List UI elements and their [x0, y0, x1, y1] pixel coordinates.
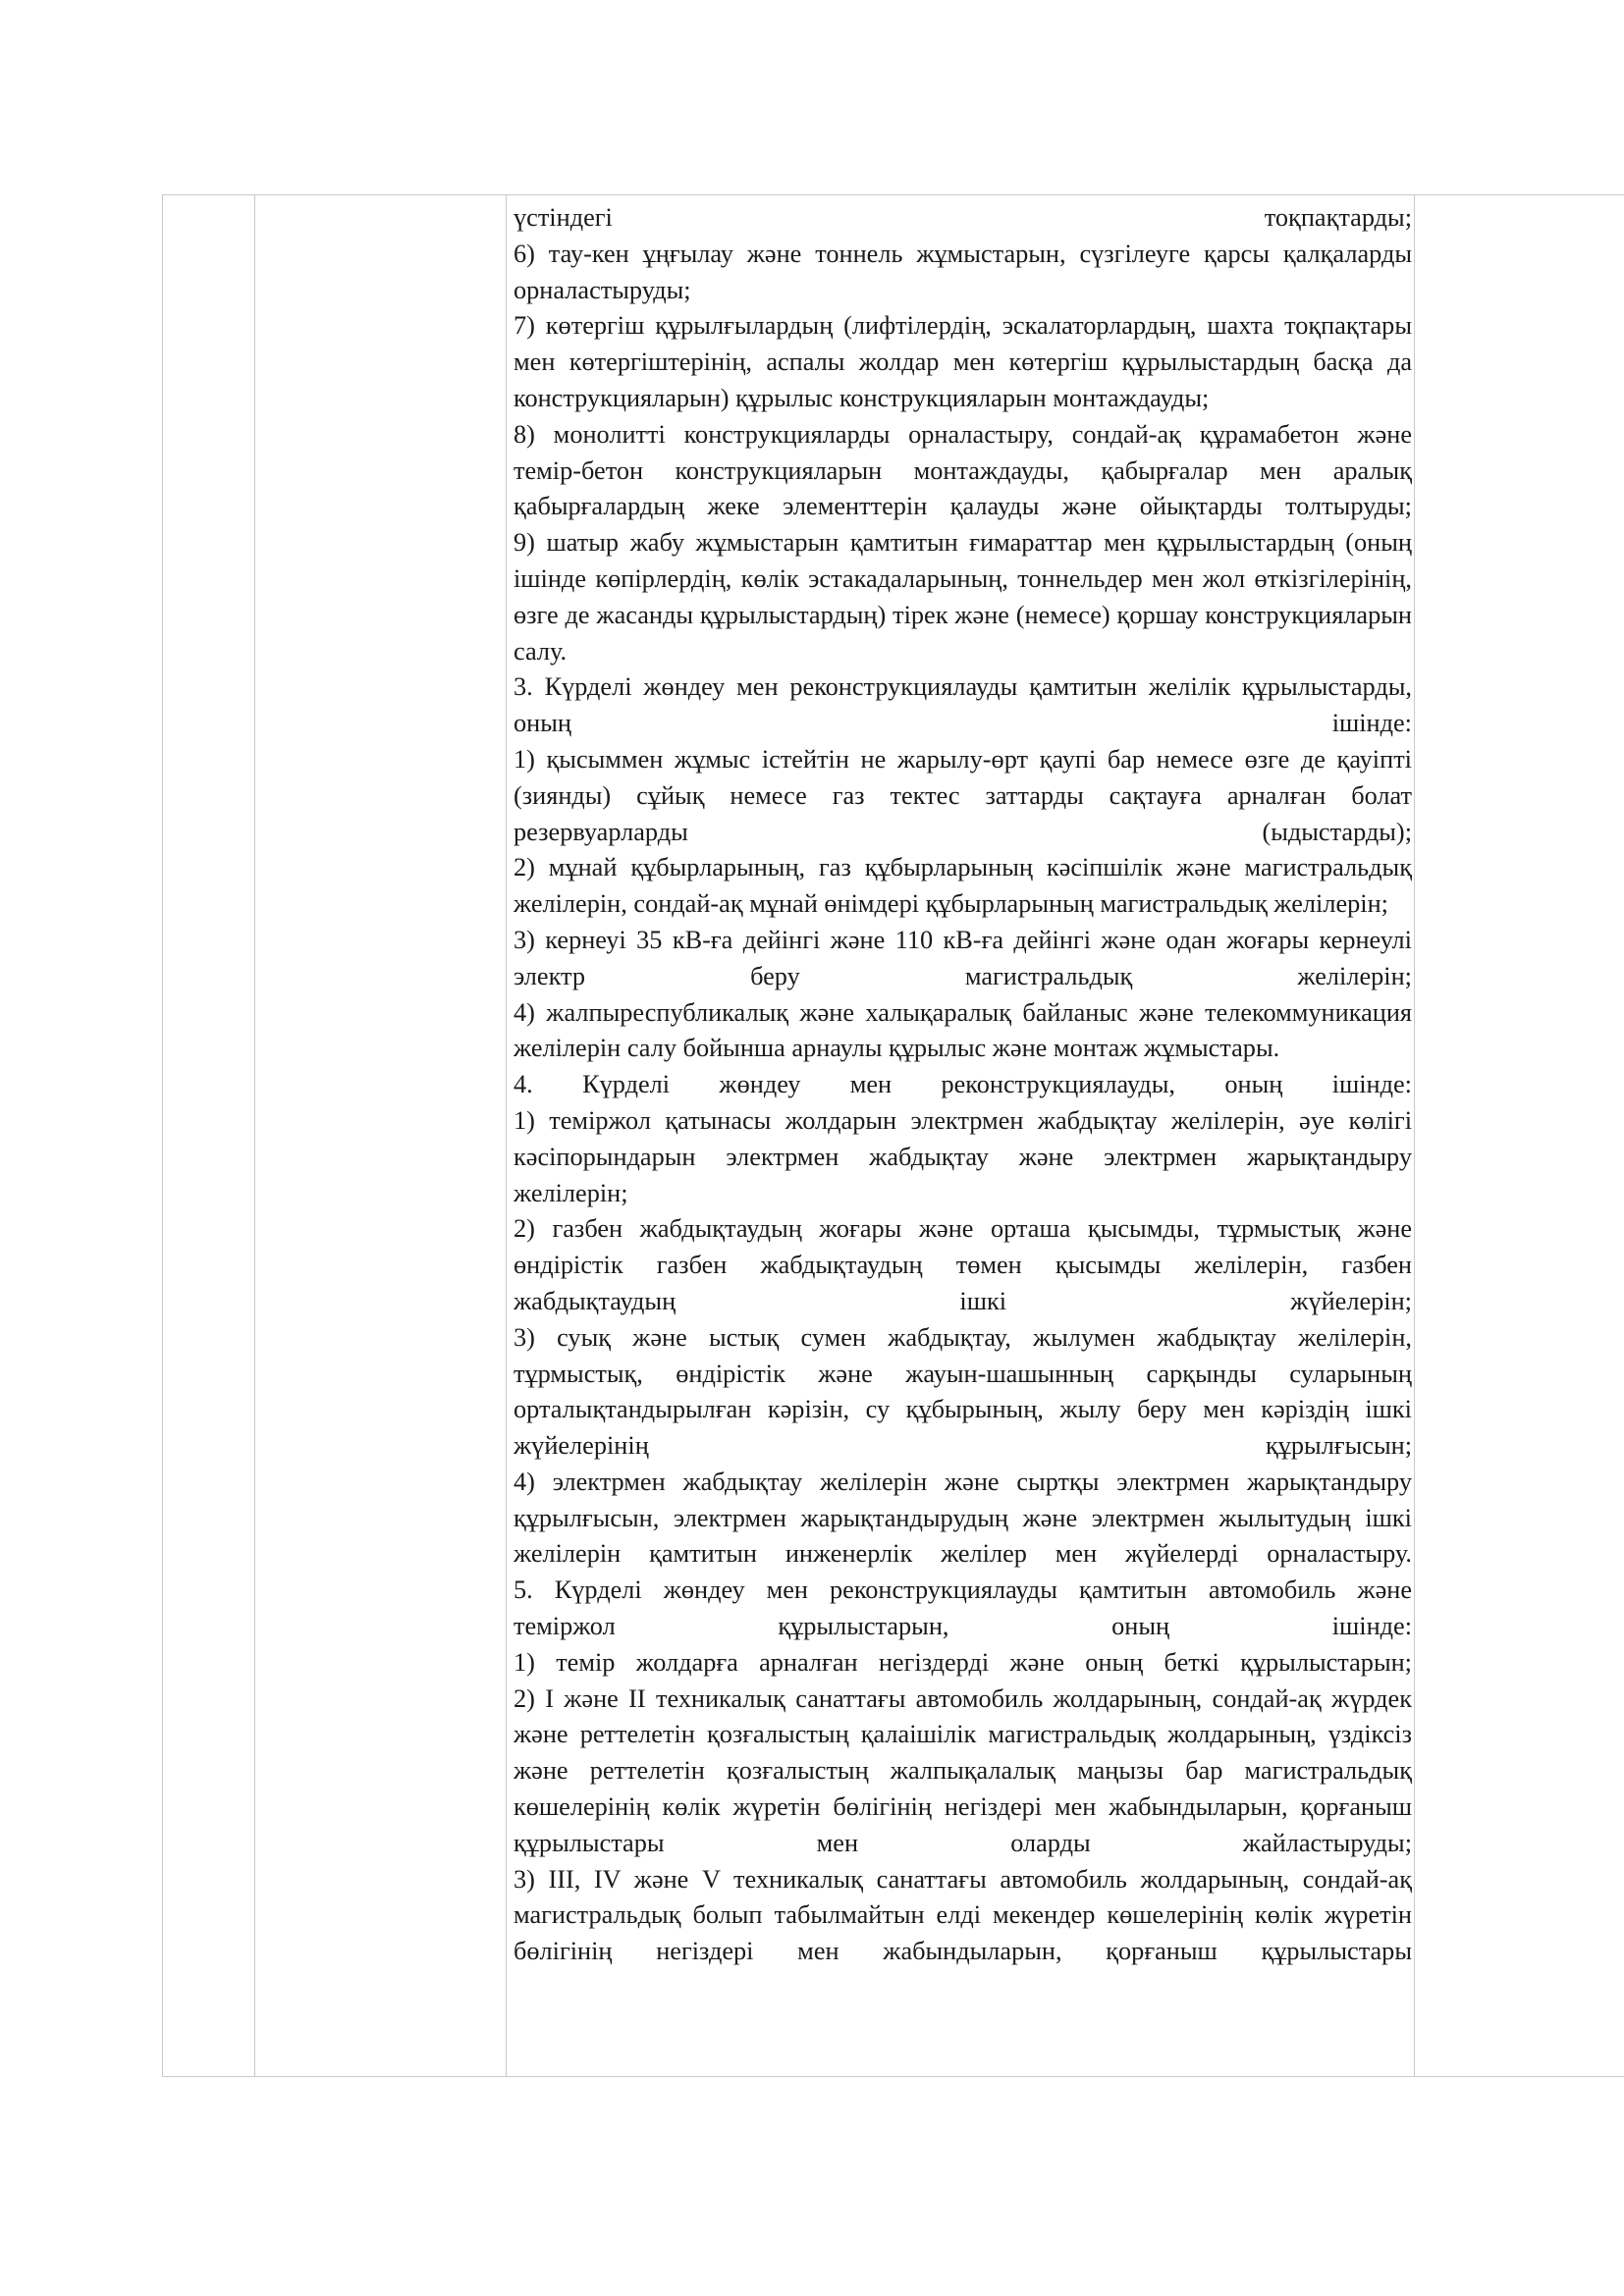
paragraph: 8) монолитті конструкцияларды орналастыру, сондай-ақ құрамабетон және темір-бетон конструкцияларын монтаждауды, қабырғалар мен аралық қабырғалардың жеке элементтерін қалауды және ойықтарды толтыруды;: [514, 419, 1412, 521]
paragraph: 1) теміржол қатынасы жолдарын электрмен жабдықтау желілерін, әуе көлігі кәсіпорындарын электрмен жабдықтау және электрмен жарықтандыру желілерін;: [514, 1105, 1412, 1207]
paragraph: 4. Күрделі жөндеу мен реконструкциялауды, оның ішінде:: [514, 1070, 1412, 1099]
paragraph: 4) жалпыреспубликалық және халықаралық байланыс және телекоммуникация желілерін салу бойынша арнаулы құрылыс және монтаж жұмыстары.: [514, 997, 1412, 1063]
paragraph: 1) қысыммен жұмыс істейтін не жарылу-өрт қаупі бар немесе өзге де қауіпті (зиянды) сұйық немесе газ тектес заттарды сақтауға арналған болат резервуарларды (ыдыстарды);: [514, 744, 1412, 846]
paragraph: 3. Күрделі жөндеу мен реконструкциялауды қамтитын желілік құрылыстарды, оның ішінде:: [514, 672, 1412, 738]
paragraph: 3) кернеуі 35 кВ-ға дейінгі және 110 кВ-ға дейінгі және одан жоғары кернеулі электр беру магистральдық желілерін;: [514, 925, 1412, 990]
table-column-divider: [162, 194, 163, 2077]
table-column-divider: [1414, 194, 1415, 2077]
paragraph: 3) III, IV және V техникалық санаттағы автомобиль жолдарының, сондай-ақ магистральдық болып табылмайтын елді мекендер көшелерінің көлік жүретін бөлігінің негіздері мен жабындыларын, қорғаныш құрылыстары: [514, 1864, 1412, 1966]
table-column-divider: [254, 194, 255, 2077]
table-column-divider: [506, 194, 507, 2077]
table-text-cell: [514, 200, 1412, 2073]
paragraph: 6) тау-кен ұңғылау және тоннель жұмыстарын, сүзгілеуге қарсы қалқаларды орналастыруды;: [514, 239, 1412, 304]
paragraph: 3) суық және ыстық сумен жабдықтау, жылумен жабдықтау желілерін, тұрмыстық, өндірістік және жауын-шашынның сарқынды суларының орталықтандырылған кәрізін, су құбырының, жылу беру мен кәріздің ішкі жүйелерінің құрылғысын;: [514, 1322, 1412, 1461]
paragraph: 2) I және II техникалық санаттағы автомобиль жолдарының, сондай-ақ жүрдек және реттелетін қозғалыстың қалаішілік магистральдық жолдарының, үздіксіз және реттелетін қозғалыстың жалпықалалық маңызы бар магистральдық көшелерінің көлік жүретін бөлігінің негіздері мен жабындыларын, қорғаныш құрылыстары мен оларды жайластыруды;: [514, 1683, 1412, 1857]
paragraph: 2) газбен жабдықтаудың жоғары және орташа қысымды, тұрмыстық және өндірістік газбен жабдықтаудың төмен қысымды желілерін, газбен жабдықтаудың ішкі жүйелерін;: [514, 1214, 1412, 1315]
paragraph: 2) мұнай құбырларының, газ құбырларының кәсіпшілік және магистральдық желілерін, сондай-ақ мұнай өнімдері құбырларының магистральдық желілерін;: [514, 853, 1412, 919]
paragraph: 5. Күрделі жөндеу мен реконструкциялауды қамтитын автомобиль және теміржол құрылыстарын, оның ішінде:: [514, 1575, 1412, 1641]
paragraph: 1) темір жолдарға арналған негіздерді және оның беткі құрылыстарын;: [514, 1647, 1412, 1677]
paragraph: 7) көтергіш құрылғылардың (лифтілердің, эскалаторлардың, шахта тоқпақтары мен көтергіштерінің, аспалы жолдар мен көтергіш құрылыстардың басқа да конструкцияларын) құрылыс конструкцияларын монтаждауды;: [514, 311, 1412, 412]
paragraph: 9) шатыр жабу жұмыстарын қамтитын ғимараттар мен құрылыстардың (оның ішінде көпірлердің, көлік эстакадаларының, тоннельдер мен жол өткізгілерінің, өзге де жасанды құрылыстардың) тірек және (немесе) қоршау конструкцияларын салу.: [514, 528, 1412, 666]
paragraph: үстіндегі тоқпақтарды;: [514, 203, 1412, 232]
paragraph: 4) электрмен жабдықтау желілерін және сыртқы электрмен жарықтандыру құрылғысын, электрмен жарықтандырудың және электрмен жылытудың ішкі желілерін қамтитын инженерлік желілер мен жүйелерді орналастыру.: [514, 1467, 1412, 1569]
